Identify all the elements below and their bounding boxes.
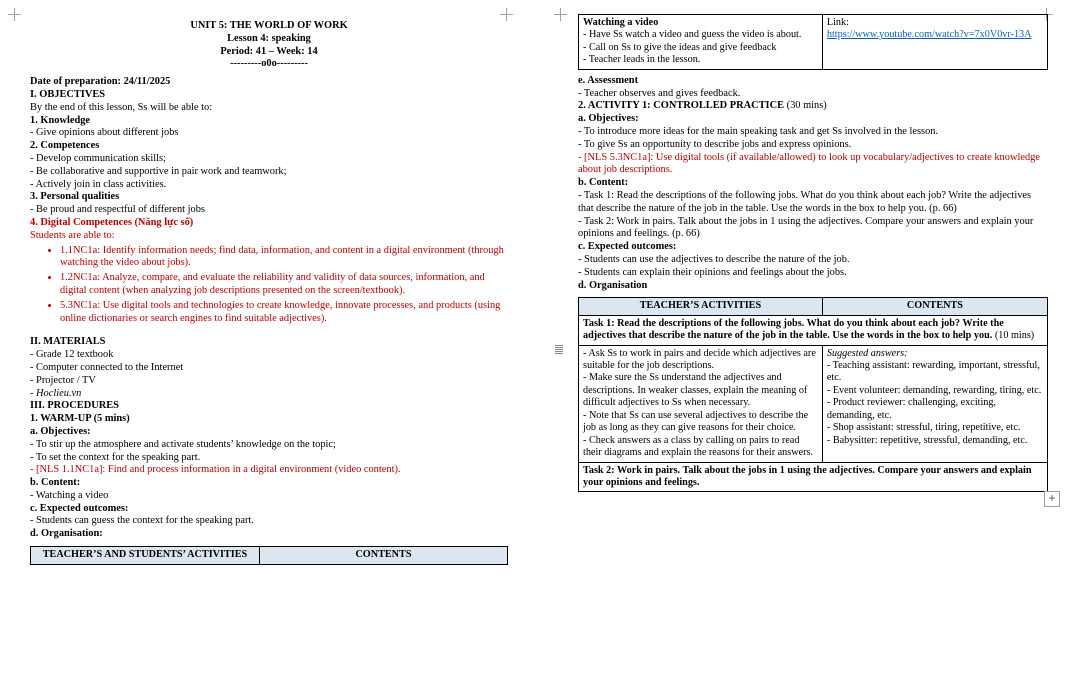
date-of-preparation: Date of preparation: 24/11/2025: [30, 76, 171, 88]
activity-heading-line: [578, 100, 1048, 113]
table-header-activities: TEACHER’S AND STUDENTS’ ACTIVITIES: [31, 547, 260, 564]
document-page-right: [548, 0, 1078, 700]
digital-item-text: 5.3NC1a: Use digital tools and technologies to create knowledge, innovate processes, and products (using online dictionaries or search engines to find suitable adjectives).: [60, 299, 501, 324]
activity-heading: 2. ACTIVITY 1: CONTROLLED PRACTICE: [578, 100, 785, 112]
task2-title-cell: [579, 462, 1048, 492]
competence-item: - Actively join in class activities.: [30, 178, 167, 190]
materials-heading: II. MATERIALS: [30, 336, 106, 348]
knowledge-heading: 1. Knowledge: [30, 114, 91, 126]
period-week: Period: 41 – Week: 14: [220, 45, 318, 57]
warmup-content: - Watching a video: [30, 489, 109, 501]
unit-title: UNIT 5: THE WORLD OF WORK: [190, 20, 348, 31]
suggested-answer: - Shop assistant: stressful, tiring, repetitive, etc.: [826, 422, 1021, 434]
digital-competences-heading: 4. Digital Competences (Năng lực số): [30, 216, 194, 228]
list-item: [60, 245, 508, 271]
table-header-contents: CONTENTS: [259, 547, 507, 564]
outcome-item: - Students can use the adjectives to describe the nature of the job.: [578, 253, 850, 265]
left-page-content: [30, 20, 508, 565]
warmup-heading: 1. WARM-UP (5 mins): [30, 413, 130, 425]
warmup-content-heading: b. Content:: [30, 477, 81, 489]
warmup-objective: - To set the context for the speaking part.: [30, 451, 201, 463]
material-item: - Projector / TV: [30, 374, 96, 386]
suggested-answer: - Event volunteer: demanding, rewarding, tiring, etc.: [826, 384, 1042, 396]
video-link[interactable]: https://www.youtube.com/watch?v=7x0V0vr-13A: [826, 29, 1032, 41]
objectives-heading: I. OBJECTIVES: [30, 88, 106, 100]
objective-item: - To give Ss an opportunity to describe jobs and express opinions.: [578, 138, 852, 150]
video-item: - Have Ss watch a video and guess the video is about.: [583, 29, 802, 41]
objective-item: - To introduce more ideas for the main speaking task and get Ss involved in the lesson.: [578, 125, 939, 137]
crop-mark: [560, 8, 561, 21]
table-row: [31, 547, 508, 564]
material-item: - Grade 12 textbook: [30, 349, 114, 361]
video-table: [578, 14, 1048, 70]
link-label: Link:: [826, 17, 849, 28]
suggested-answer: - Product reviewer: challenging, exciting, demanding, etc.: [826, 397, 997, 421]
competence-item: - Be collaborative and supportive in pair work and teamwork;: [30, 165, 287, 177]
table-header-contents: CONTENTS: [822, 298, 1047, 315]
digital-item-text: 1.2NC1a: Analyze, compare, and evaluate the reliability and validity of data sources, information, and digital content (when analyzing job descriptions presented on the screen/textbook).: [60, 272, 485, 296]
warmup-table: [30, 546, 508, 564]
competences-heading: 2. Competences: [30, 140, 100, 152]
personal-qualities-heading: 3. Personal qualities: [30, 191, 120, 203]
right-page-content: [578, 14, 1048, 492]
task1-title: Task 1: Read the descriptions of the following jobs. What do you think about each job? Write the adjectives that describe the nature of the job in the table. Use the words in the box to help you.: [583, 317, 1004, 342]
task1-title-cell: [579, 315, 1048, 345]
objectives-heading: a. Objectives:: [578, 113, 639, 125]
warmup-outcomes: - Students can guess the context for the speaking part.: [30, 515, 254, 527]
video-title: Watching a video: [583, 17, 659, 28]
digital-intro: Students are able to:: [30, 229, 115, 241]
task2-title: Task 2: Work in pairs. Talk about the jobs in 1 using the adjectives. Compare your answers and explain your opinions and feelings.: [583, 464, 1032, 488]
expand-button[interactable]: +: [1044, 491, 1060, 507]
task1-activities-cell: [579, 345, 823, 462]
personal-qualities-item: - Be proud and respectful of different jobs: [30, 204, 205, 216]
activity-table: [578, 297, 1048, 492]
objectives-intro: By the end of this lesson, Ss will be able to:: [30, 101, 213, 113]
nls-note: - [NLS 5.3NC1a]: Use digital tools (if available/allowed) to look up vocabulary/adjectives to create knowledge about job descriptions.: [578, 151, 1040, 176]
digital-competences-list: [30, 245, 508, 326]
outcome-item: - Students can explain their opinions and feelings about the jobs.: [578, 266, 847, 278]
suggested-answers-label: Suggested answers:: [826, 347, 908, 359]
video-item: - Teacher leads in the lesson.: [583, 54, 701, 66]
task1-activity: - Note that Ss can use several adjectives to describe the job as long as they can give reasons for their choice.: [583, 409, 809, 434]
knowledge-item: - Give opinions about different jobs: [30, 127, 179, 139]
content-item: - Task 2: Work in pairs. Talk about the jobs in 1 using the adjectives. Compare your answers and explain your opinions and feelings. (p. 66): [578, 215, 1034, 240]
task1-time: (10 mins): [994, 330, 1035, 342]
video-link-cell: [822, 15, 1047, 70]
video-activities-cell: [579, 15, 823, 70]
table-row: [579, 462, 1048, 492]
suggested-answer: - Teaching assistant: rewarding, important, stressful, etc.: [826, 360, 1040, 384]
assessment-heading: e. Assessment: [578, 74, 639, 86]
competence-item: - Develop communication skills;: [30, 152, 166, 164]
list-item: [60, 300, 508, 326]
table-row: [579, 15, 1048, 70]
divider-text: ---------o0o---------: [230, 58, 308, 70]
material-item: - Hoclieu.vn: [30, 387, 82, 399]
warmup-outcomes-heading: c. Expected outcomes:: [30, 502, 129, 514]
activity-time: (30 mins): [786, 100, 827, 112]
list-item: [60, 272, 508, 298]
procedures-heading: III. PROCEDURES: [30, 400, 119, 412]
task1-activity: - Check answers as a class by calling on pairs to read their diagrams and explain the reasons for their answers.: [583, 434, 813, 459]
content-item: - Task 1: Read the descriptions of the following jobs. What do you think about each job? Write the adjectives that describe the nature of the job in the table. Use the words in the box to help you. (p. 66): [578, 189, 1032, 214]
task1-activity: - Make sure the Ss understand the adjectives and descriptions. In weaker classes, explain the meaning of difficult adjectives to Ss when necessary.: [583, 372, 808, 409]
task1-answers-cell: [822, 345, 1047, 462]
video-item: - Call on Ss to give the ideas and give feedback: [583, 41, 777, 53]
warmup-objective: - To stir up the atmosphere and activate students’ knowledge on the topic;: [30, 438, 336, 450]
content-heading: b. Content:: [578, 177, 629, 189]
organisation-heading: d. Organisation: [578, 279, 648, 291]
warmup-nls-note: - [NLS 1.1NC1a]: Find and process information in a digital environment (video content).: [30, 464, 401, 476]
task1-activity: - Ask Ss to work in pairs and decide which adjectives are suitable for the job descriptions.: [583, 347, 816, 372]
section-break-marker: [555, 345, 563, 355]
page-gutter: [540, 0, 548, 700]
table-row: [579, 315, 1048, 345]
digital-item-text: 1.1NC1a: Identify information needs; find data, information, and content in a digital environment (through watching the video about jobs).: [60, 244, 504, 269]
warmup-objectives-heading: a. Objectives:: [30, 425, 91, 437]
warmup-organisation-heading: d. Organisation:: [30, 528, 103, 540]
table-header-teacher-activities: TEACHER’S ACTIVITIES: [579, 298, 823, 315]
assessment-item: - Teacher observes and gives feedback.: [578, 87, 741, 99]
suggested-answer: - Babysitter: repetitive, stressful, demanding, etc.: [826, 434, 1028, 446]
outcomes-heading: c. Expected outcomes:: [578, 241, 677, 253]
table-row: [579, 345, 1048, 462]
crop-mark: [14, 8, 15, 21]
lesson-subtitle: Lesson 4: speaking: [227, 32, 311, 44]
material-item: - Computer connected to the Internet: [30, 361, 184, 373]
table-row: [579, 298, 1048, 315]
